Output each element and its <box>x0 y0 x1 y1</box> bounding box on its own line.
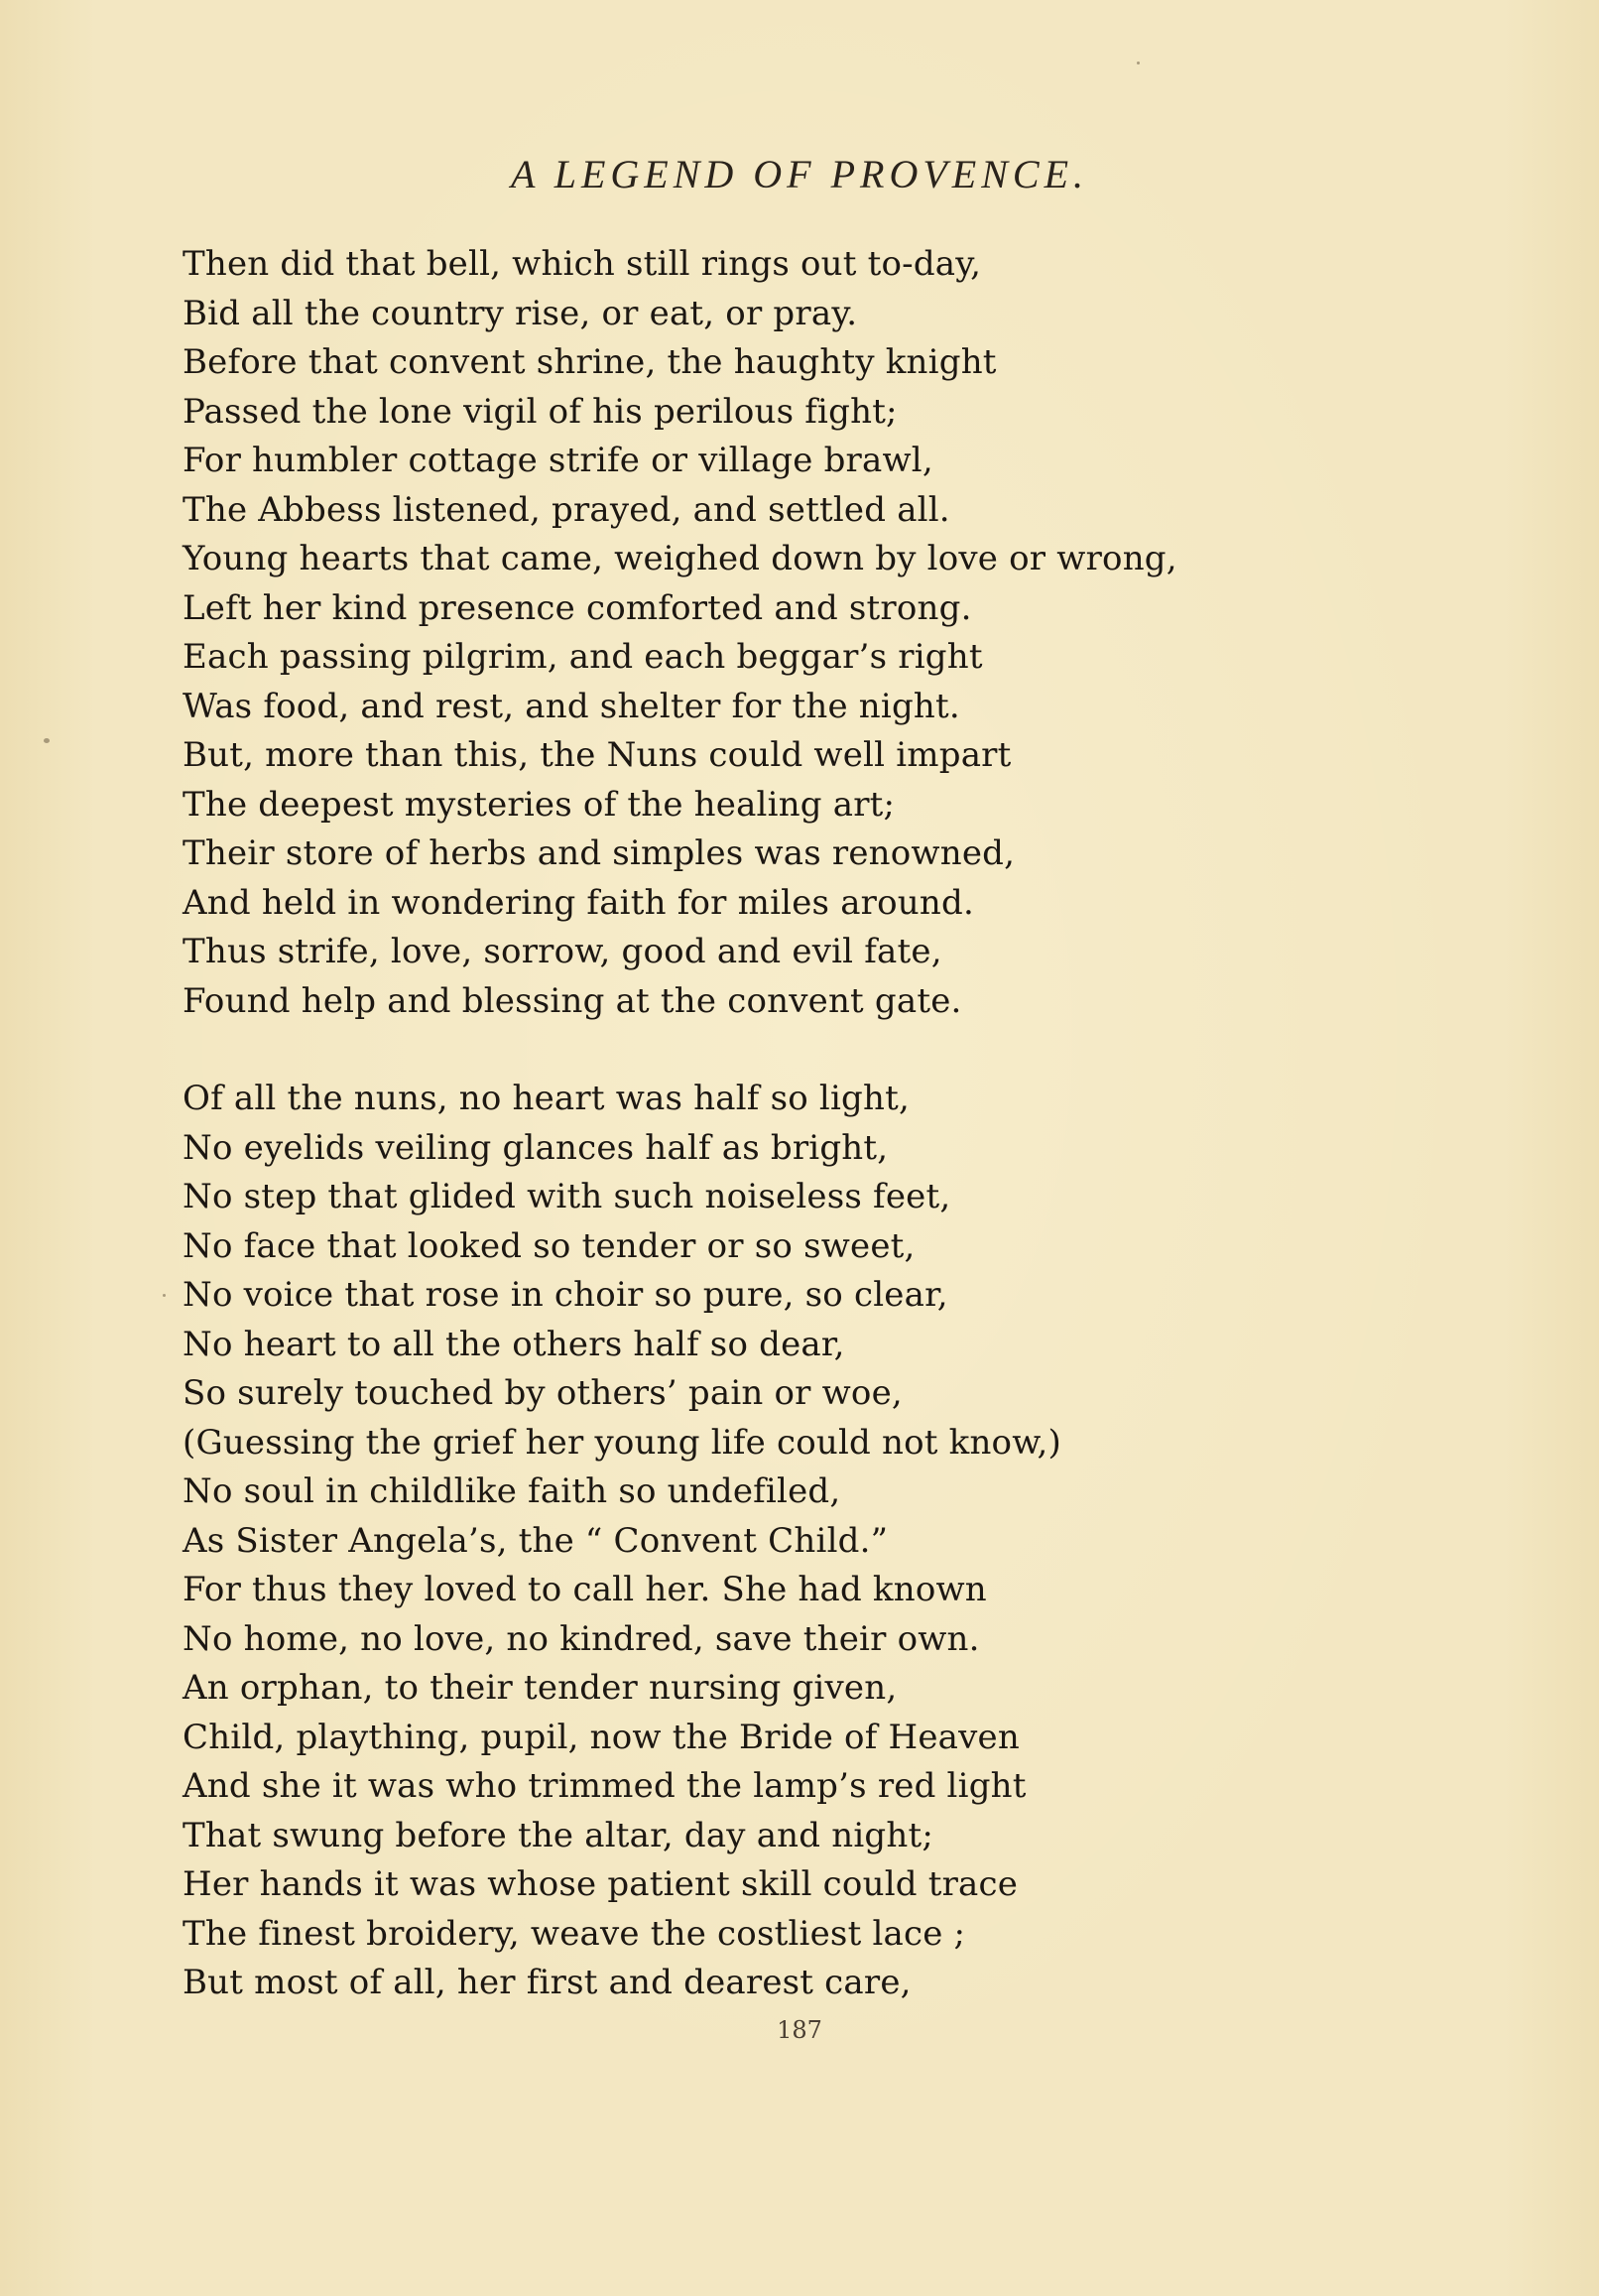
paper-speck <box>44 738 50 743</box>
poem-line: No face that looked so tender or so sweet, <box>183 1225 916 1266</box>
stanza-2 <box>183 1075 1502 2008</box>
running-head: A LEGEND OF PROVENCE. <box>510 152 1088 196</box>
poem-line: Passed the lone vigil of his perilous fight; <box>183 391 898 432</box>
poem-line: Thus strife, love, sorrow, good and evil fate, <box>183 932 942 971</box>
poem-line: Bid all the country rise, or eat, or pray. <box>183 293 858 333</box>
page-number: 187 <box>777 2016 822 2044</box>
paper-speck <box>163 1294 166 1297</box>
stanza-1 <box>183 240 1502 1026</box>
poem-line: No voice that rose in choir so pure, so clear, <box>183 1275 948 1315</box>
poem-line: Their store of herbs and simples was renowned, <box>183 833 1016 873</box>
poem-line: For thus they loved to call her. She had known <box>183 1570 987 1609</box>
poem-line: Young hearts that came, weighed down by love or wrong, <box>183 539 1177 578</box>
poem-line: An orphan, to their tender nursing given, <box>183 1668 898 1708</box>
poem-line: Was food, and rest, and shelter for the night. <box>183 686 960 726</box>
poem-line: Left her kind presence comforted and strong. <box>183 587 972 628</box>
poem-line: Child, plaything, pupil, now the Bride of Heaven <box>183 1717 1020 1757</box>
poem-line: No heart to all the others half so dear, <box>183 1324 845 1364</box>
poem-line: No eyelids veiling glances half as bright, <box>183 1127 889 1168</box>
poem-line: No home, no love, no kindred, save their own. <box>183 1618 980 1659</box>
poem-line: But most of all, her first and dearest care, <box>183 1963 912 2002</box>
poem-line: The finest broidery, weave the costliest lace ; <box>183 1913 966 1954</box>
poem-line: And she it was who trimmed the lamp’s red light <box>183 1766 1027 1806</box>
poem-line: But, more than this, the Nuns could well impart <box>183 735 1012 775</box>
poem-line: Each passing pilgrim, and each beggar’s right <box>183 637 983 677</box>
poem-line: The deepest mysteries of the healing art; <box>183 784 896 825</box>
poem-line: Of all the nuns, no heart was half so light, <box>183 1079 910 1118</box>
poem-line: As Sister Angela’s, the “ Convent Child.” <box>183 1520 889 1561</box>
paper-speck <box>1137 62 1140 64</box>
poem-line: And held in wondering faith for miles around. <box>183 882 974 923</box>
poem-line: That swung before the altar, day and night; <box>183 1815 933 1855</box>
poem-line: The Abbess listened, prayed, and settled all. <box>183 489 950 530</box>
poem-line: So surely touched by others’ pain or woe, <box>183 1373 903 1413</box>
poem-line: Her hands it was whose patient skill could trace <box>183 1864 1019 1904</box>
poem-line: No step that glided with such noiseless feet, <box>183 1177 951 1216</box>
poem-body <box>183 240 1502 2008</box>
poem-line: No soul in childlike faith so undefiled, <box>183 1471 841 1511</box>
poem-line: Then did that bell, which still rings out to-day, <box>183 244 982 284</box>
poem-line: Found help and blessing at the convent gate. <box>183 980 962 1021</box>
poem-line: For humbler cottage strife or village brawl, <box>183 441 933 480</box>
poem-line: (Guessing the grief her young life could not know,) <box>183 1422 1061 1463</box>
poem-line: Before that convent shrine, the haughty knight <box>183 342 997 382</box>
